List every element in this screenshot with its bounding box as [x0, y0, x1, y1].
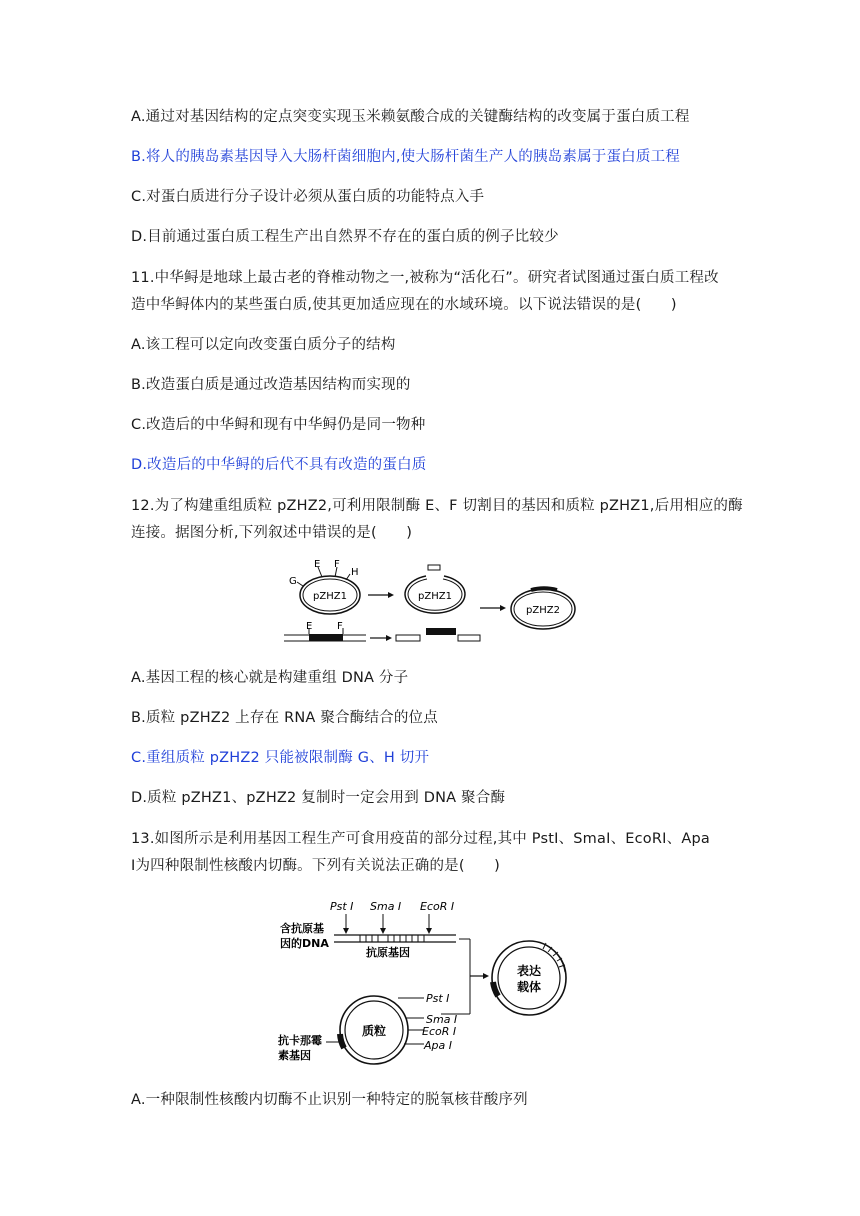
- pzhz2-plasmid: [511, 588, 575, 629]
- q12-option-a: A.基因工程的核心就是构建重组 DNA 分子: [131, 670, 409, 686]
- gene-label-f: F: [337, 621, 343, 632]
- pzhz1-cut-plasmid: [405, 565, 465, 613]
- antigen-gene-ladder: [360, 935, 424, 942]
- plasmid-label-apa: Apa Ⅰ: [424, 1039, 452, 1052]
- q11-stem-line2: 造中华鲟体内的某些蛋白质,使其更加适应现在的水域环境。以下说法错误的是( ): [131, 297, 677, 313]
- q13-stem-line1: 13.如图所示是利用基因工程生产可食用疫苗的部分过程,其中 PstⅠ、SmaⅠ、EcoRⅠ、Apa: [131, 831, 710, 847]
- q10-option-c: C.对蛋白质进行分子设计必须从蛋白质的功能特点入手: [131, 189, 485, 205]
- target-gene-dna: [284, 621, 480, 641]
- pzhz2-label: pZHZ2: [526, 605, 560, 616]
- label-h: H: [351, 567, 359, 578]
- dna-label-line2: 因的DNA: [280, 937, 329, 950]
- pzhz1-label: pZHZ1: [313, 591, 347, 602]
- label-g: G: [289, 576, 297, 587]
- antigen-gene-label: 抗原基因: [366, 946, 410, 959]
- plasmid-label-pst: Pst Ⅰ: [426, 992, 450, 1005]
- q11-stem-line1: 11.中华鲟是地球上最古老的脊椎动物之一,被称为“活化石”。研究者试图通过蛋白质工程改: [131, 270, 719, 286]
- label-sma: Sma Ⅰ: [370, 900, 402, 913]
- q10-option-a: A.通过对基因结构的定点突变实现玉米赖氨酸合成的关键酶结构的改变属于蛋白质工程: [131, 109, 690, 125]
- q13-vaccine-figure: [276, 892, 586, 1072]
- q10-option-d: D.目前通过蛋白质工程生产出自然界不存在的蛋白质的例子比较少: [131, 229, 559, 245]
- pzhz1-cut-label: pZHZ1: [418, 591, 452, 602]
- vector-label-line2: 载体: [516, 980, 542, 994]
- arrow-icon: [480, 605, 506, 611]
- plasmid-label-sma: Sma Ⅰ: [426, 1013, 458, 1026]
- expression-vector: [492, 941, 566, 1015]
- gene-label-e: E: [306, 621, 313, 632]
- q12-option-d: D.质粒 pZHZ1、pZHZ2 复制时一定会用到 DNA 聚合酶: [131, 790, 506, 806]
- pzhz1-plasmid: [289, 559, 360, 614]
- kanamycin-label-line2: 素基因: [278, 1049, 311, 1062]
- plasmid-circle: [340, 996, 408, 1064]
- plasmid-label: 质粒: [361, 1024, 387, 1038]
- label-ecor: EcoR Ⅰ: [420, 900, 455, 913]
- arrow-icon: [368, 592, 394, 598]
- q11-option-a: A.该工程可以定向改变蛋白质分子的结构: [131, 337, 396, 353]
- q12-option-b: B.质粒 pZHZ2 上存在 RNA 聚合酶结合的位点: [131, 710, 438, 726]
- label-pst: Pst Ⅰ: [330, 900, 354, 913]
- q13-stem-line2: Ⅰ为四种限制性核酸内切酶。下列有关说法正确的是( ): [131, 858, 500, 874]
- q10-option-b-answer: B.将人的胰岛素基因导入大肠杆菌细胞内,使大肠杆菌生产人的胰岛素属于蛋白质工程: [131, 149, 680, 165]
- vector-label-line1: 表达: [516, 964, 542, 978]
- label-e: E: [314, 559, 321, 570]
- dna-label-line1: 含抗原基: [280, 922, 324, 935]
- q12-option-c-answer: C.重组质粒 pZHZ2 只能被限制酶 G、H 切开: [131, 750, 430, 766]
- q12-plasmid-figure: [280, 558, 590, 650]
- label-f: F: [334, 559, 340, 570]
- q11-option-d-answer: D.改造后的中华鲟的后代不具有改造的蛋白质: [131, 457, 427, 473]
- q13-option-a: A.一种限制性核酸内切酶不止识别一种特定的脱氧核苷酸序列: [131, 1092, 528, 1108]
- plasmid-label-ecor: EcoR Ⅰ: [422, 1025, 457, 1038]
- q12-stem-line2: 连接。据图分析,下列叙述中错误的是( ): [131, 525, 413, 541]
- kanamycin-label-line1: 抗卡那霉: [278, 1034, 322, 1047]
- q11-option-b: B.改造蛋白质是通过改造基因结构而实现的: [131, 377, 411, 393]
- q11-option-c: C.改造后的中华鲟和现有中华鲟仍是同一物种: [131, 417, 426, 433]
- q12-stem-line1: 12.为了构建重组质粒 pZHZ2,可利用限制酶 E、F 切割目的基因和质粒 pZHZ1,后用相应的酶: [131, 498, 743, 514]
